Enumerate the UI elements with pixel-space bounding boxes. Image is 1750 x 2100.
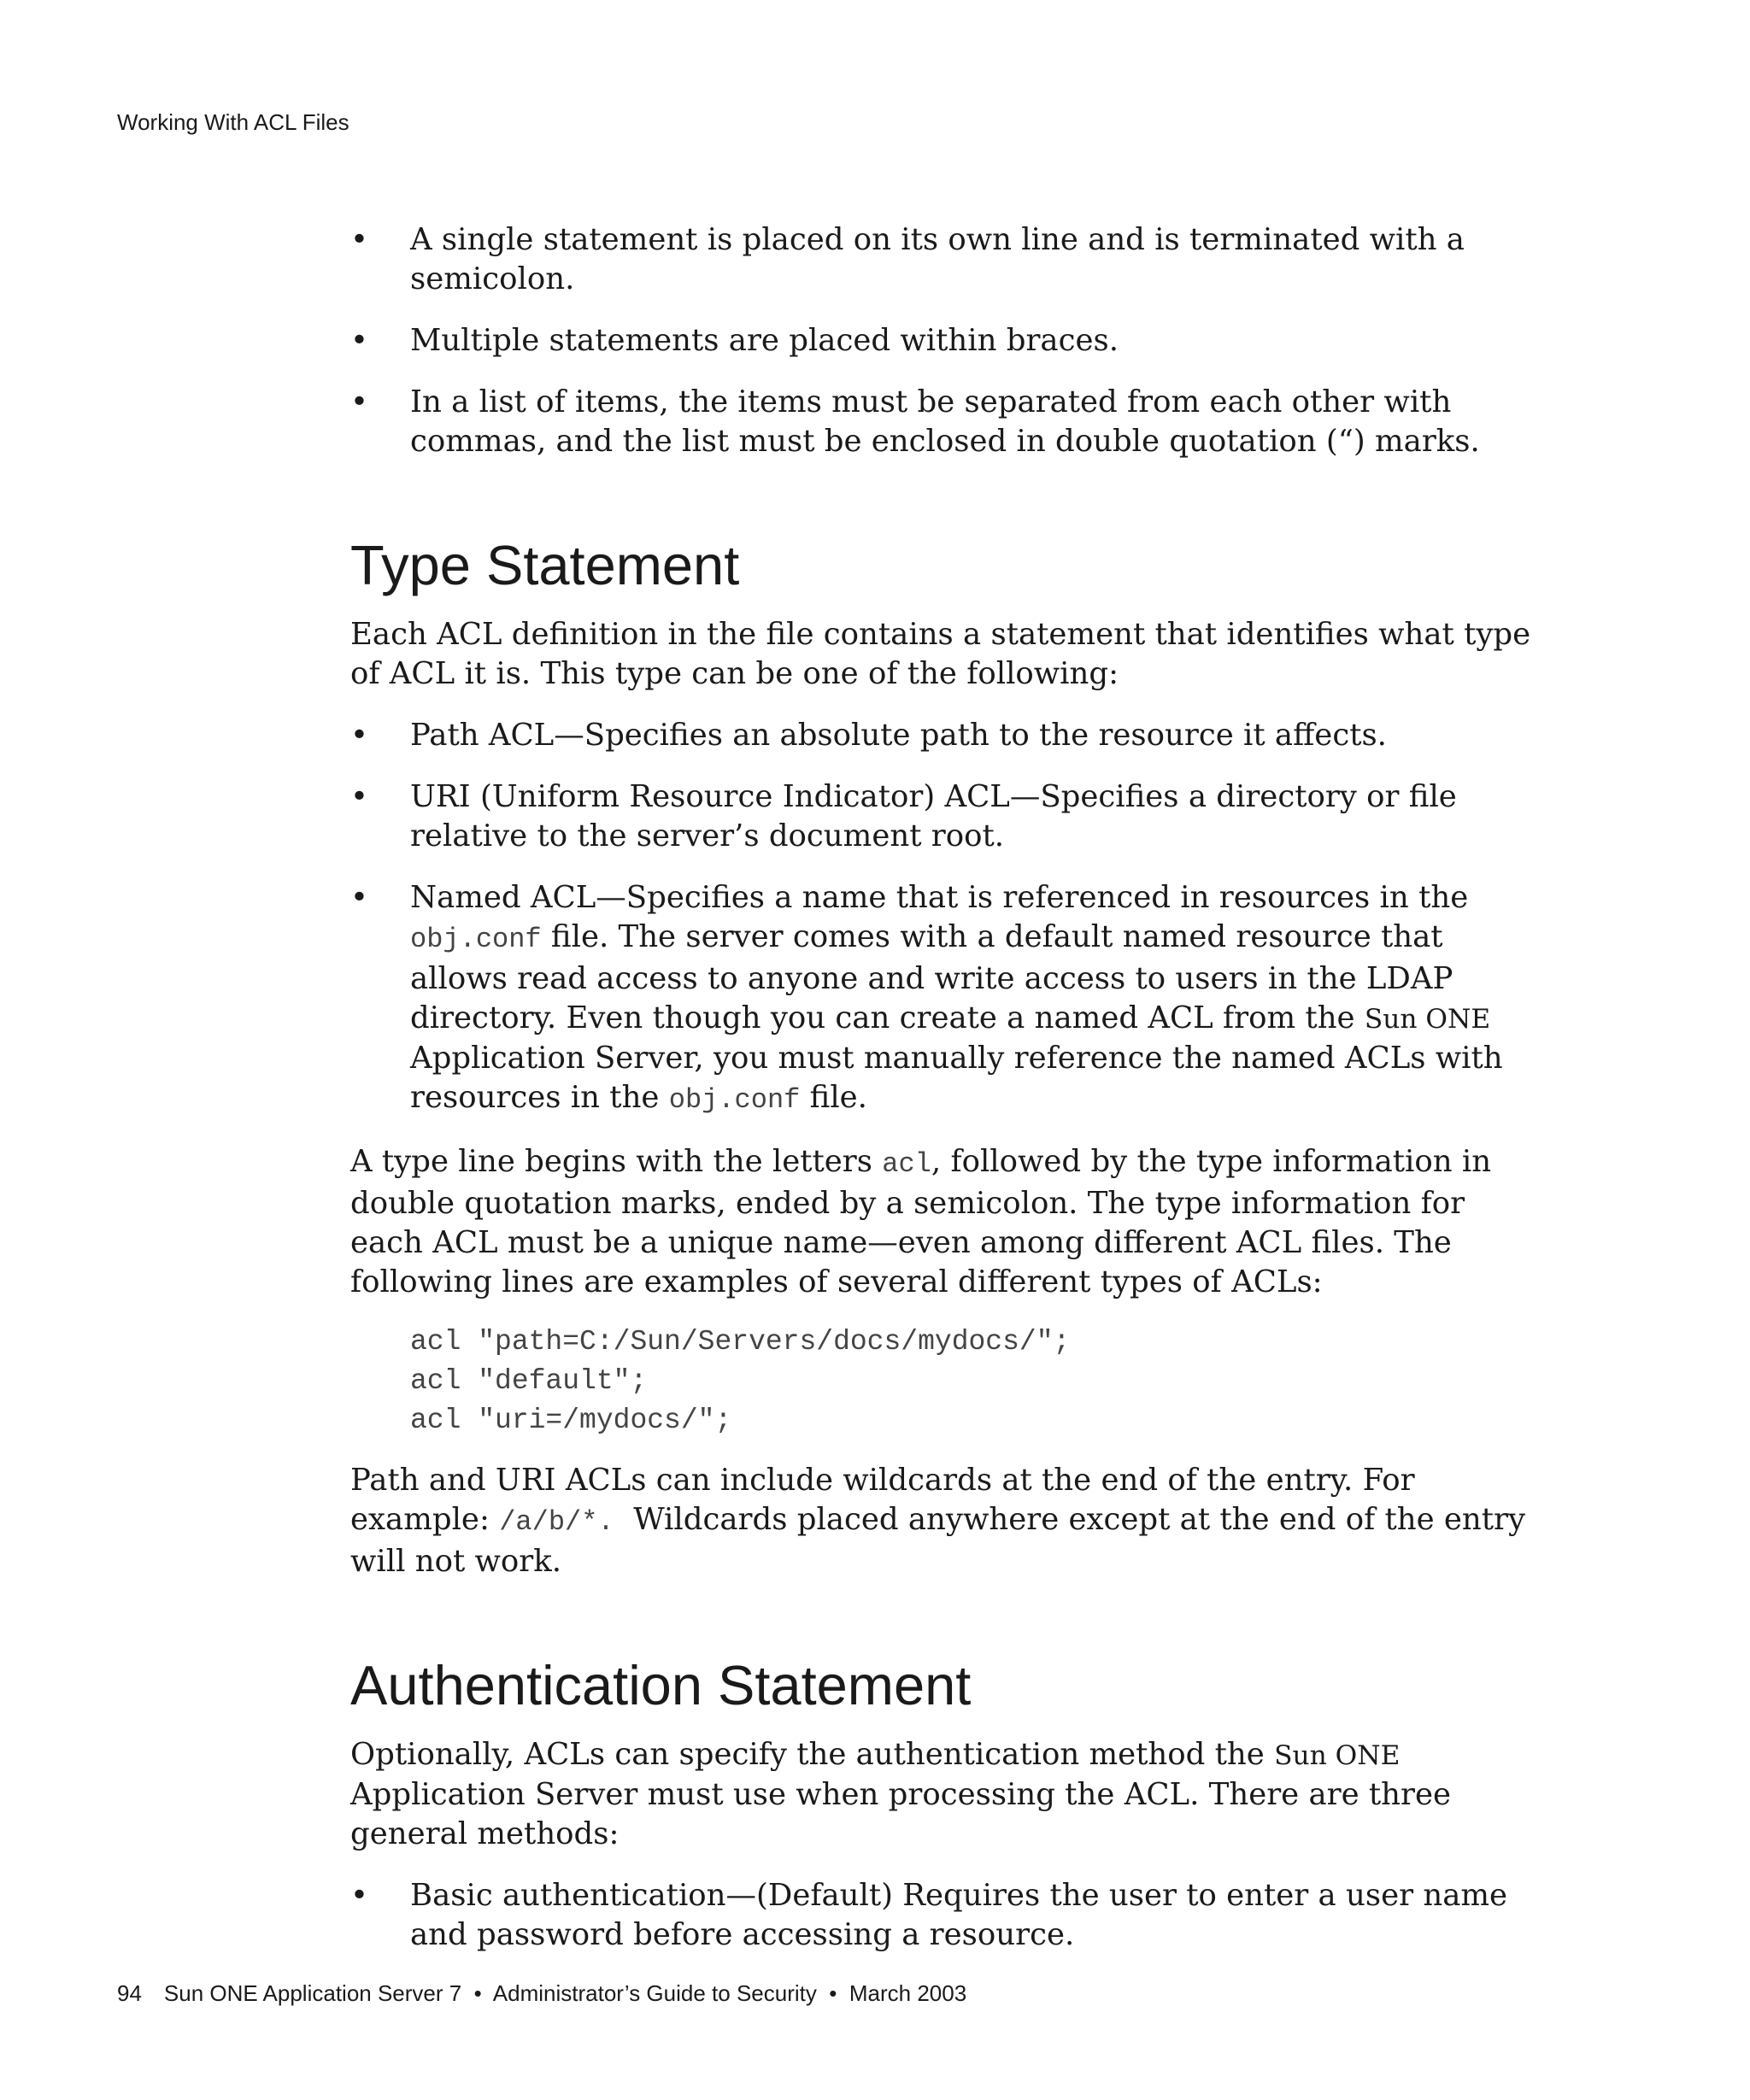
named-acl-part3: Application Server, you must manually reference the named ACLs with resources in the — [410, 1041, 1503, 1115]
code-line: acl "path=C:/Sun/Servers/docs/mydocs/"; — [410, 1326, 1071, 1358]
bullet-icon: • — [350, 880, 368, 915]
list-item — [350, 777, 1547, 856]
bullet-icon: • — [350, 779, 368, 814]
type-statement-intro: Each ACL definition in the file contains a statement that identifies what type of ACL it is. This type can be one of the following: — [350, 617, 1531, 691]
list-item-text: Path ACL—Specifies an absolute path to the resource it affects. — [410, 718, 1387, 753]
wildcard-part1: Path and URI ACLs can include wildcards at the end of the entry. For example: — [350, 1463, 1415, 1537]
page-content — [350, 220, 1547, 1955]
bullet-icon: • — [350, 222, 368, 257]
list-item-text: A single statement is placed on its own line and is terminated with a semicolon. — [410, 222, 1465, 296]
auth-statement-heading: Authentication Statement — [350, 1654, 972, 1716]
bullet-icon: • — [350, 384, 368, 419]
code-line: acl "uri=/mydocs/"; — [410, 1405, 732, 1436]
page-footer — [117, 1980, 966, 2007]
code-obj-conf: obj.conf — [668, 1084, 801, 1116]
list-item — [350, 383, 1547, 461]
running-header: Working With ACL Files — [117, 109, 349, 135]
type-line-paragraph — [350, 1142, 1547, 1302]
wildcard-part2: Wildcards placed anywhere except at the end of the entry will not work. — [350, 1502, 1536, 1579]
list-item — [350, 321, 1547, 361]
brand-name: Sun ONE — [1274, 1740, 1401, 1771]
list-item — [350, 878, 1547, 1120]
page-number: 94 — [117, 1980, 142, 2006]
list-item — [350, 716, 1547, 755]
bullet-icon: • — [350, 1878, 368, 1913]
list-item — [350, 1876, 1547, 1955]
code-obj-conf: obj.conf — [410, 924, 542, 955]
list-item-text: In a list of items, the items must be separated from each other with commas, and the list must be enclosed in double quotation (“) marks. — [410, 384, 1480, 459]
named-acl-part1: Named ACL—Specifies a name that is referenced in resources in the — [410, 880, 1469, 915]
list-item — [350, 220, 1547, 299]
type-bullet-list — [350, 716, 1547, 1120]
auth-intro — [350, 1735, 1547, 1854]
auth-intro-part2: Application Server must use when processing the ACL. There are three general methods: — [350, 1777, 1452, 1851]
list-item-text: URI (Uniform Resource Indicator) ACL—Specifies a directory or file relative to the server’s document root. — [410, 779, 1457, 853]
list-item-text: Basic authentication—(Default) Requires the user to enter a user name and password before accessing a resource. — [410, 1878, 1508, 1952]
code-wildcard: /a/b/*. — [499, 1506, 614, 1538]
footer-text: Sun ONE Application Server 7 • Administrator’s Guide to Security • March 2003 — [163, 1980, 967, 2006]
named-acl-text — [410, 880, 1503, 1115]
list-item-text: Multiple statements are placed within braces. — [410, 323, 1119, 358]
type-statement-heading: Type Statement — [350, 534, 740, 596]
intro-bullet-list — [350, 220, 1547, 461]
bullet-icon: • — [350, 323, 368, 358]
named-acl-part2: file. The server comes with a default named resource that allows read access to anyone and write access to users in the LDAP directory. Even though you can create a named ACL from the — [410, 919, 1453, 1035]
auth-bullet-list — [350, 1876, 1547, 1955]
wildcard-paragraph — [350, 1461, 1547, 1581]
brand-name: Sun ONE — [1364, 1004, 1491, 1035]
bullet-icon: • — [350, 718, 368, 753]
auth-intro-part1: Optionally, ACLs can specify the authentication method the — [350, 1737, 1275, 1772]
type-line-part2: , followed by the type information in double quotation marks, ended by a semicolon. The type information for each ACL must be a unique name—even among different ACL files. The following lines are examples of several different types of ACLs: — [350, 1144, 1492, 1299]
code-acl: acl — [882, 1148, 931, 1180]
code-line: acl "default"; — [410, 1365, 648, 1397]
type-line-part1: A type line begins with the letters — [350, 1144, 883, 1179]
named-acl-part4: file. — [800, 1080, 867, 1115]
code-example — [350, 1323, 1547, 1440]
